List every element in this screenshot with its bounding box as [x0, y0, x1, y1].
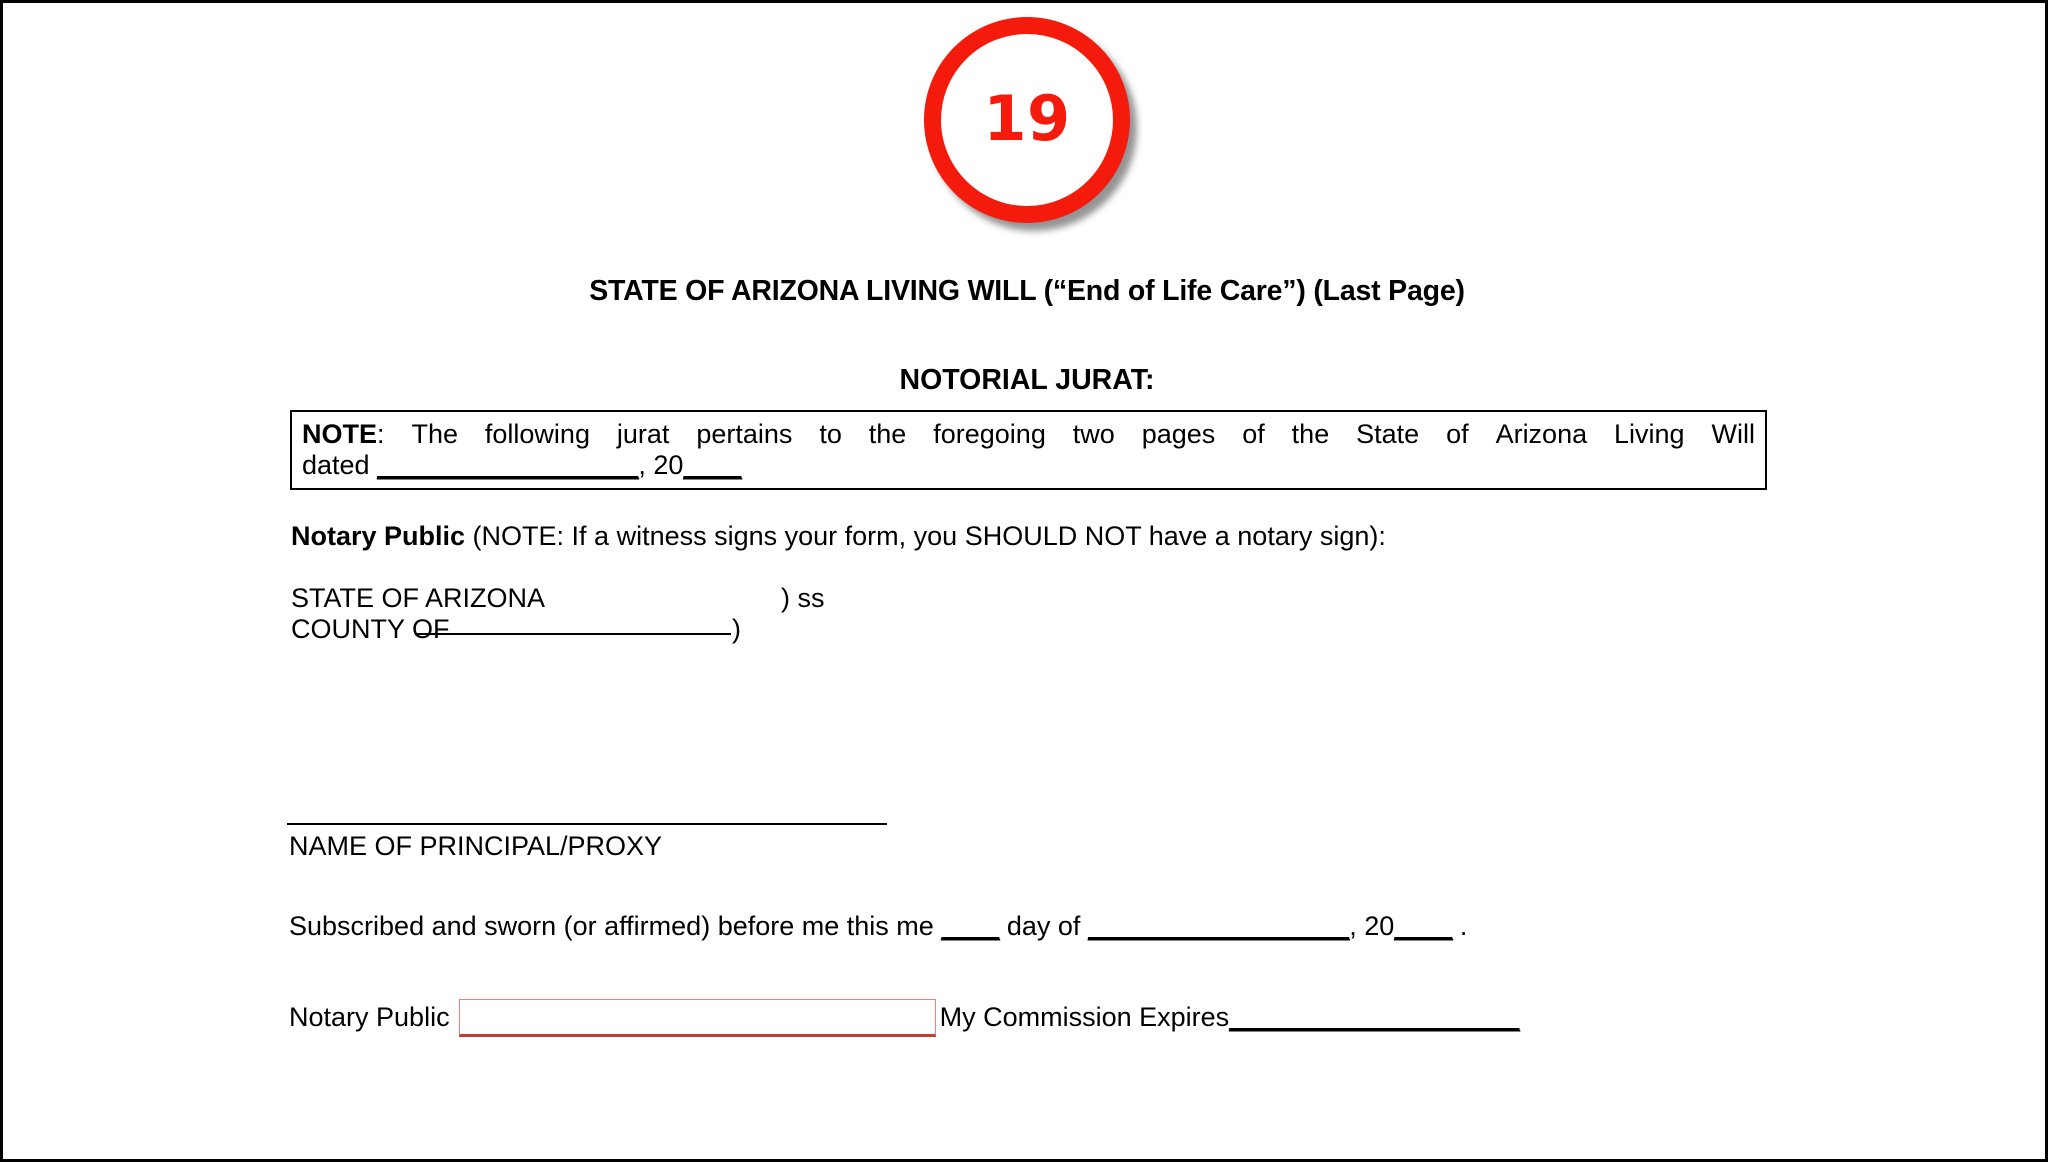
note-word: of — [1242, 419, 1265, 449]
note-label-bold: NOTE — [302, 419, 378, 449]
note-label-suffix: : — [377, 419, 385, 449]
page-number-badge-value: 19 — [983, 82, 1071, 155]
notary-public-input[interactable] — [459, 999, 936, 1037]
venue-county-label: COUNTY OF — [291, 614, 450, 645]
note-dated-mid: , 20 — [638, 450, 684, 481]
notary-public-instruction-bold: Notary Public — [291, 521, 466, 551]
note-word: of — [1446, 419, 1469, 449]
note-word: The — [411, 419, 458, 449]
principal-signature-caption: NAME OF PRINCIPAL/PROXY — [289, 831, 663, 861]
commission-expires-blank[interactable]: ____________________ — [1229, 1001, 1520, 1032]
subscribed-sworn-line — [289, 911, 1467, 942]
sworn-month-blank[interactable]: __________________ — [1087, 911, 1350, 941]
venue-county-blank[interactable] — [416, 632, 731, 635]
note-box — [290, 410, 1767, 490]
note-word: State — [1356, 419, 1420, 449]
notary-signature-row — [289, 998, 1519, 1036]
notary-public-label: Notary Public — [289, 1001, 450, 1032]
sworn-text-part-2: day of — [999, 911, 1088, 941]
note-word: the — [1291, 419, 1330, 449]
venue-state-row — [291, 583, 825, 614]
note-word: two — [1072, 419, 1115, 449]
note-word: following — [484, 419, 590, 449]
venue-block — [291, 583, 825, 646]
principal-signature-line[interactable] — [287, 823, 887, 825]
venue-county-row — [291, 614, 825, 645]
note-dated-label: dated — [302, 450, 378, 481]
note-word: Living — [1614, 419, 1685, 449]
note-word: Arizona — [1495, 419, 1588, 449]
note-word: the — [868, 419, 907, 449]
page-title: STATE OF ARIZONA LIVING WILL (“End of Life Care”) (Last Page) — [589, 275, 1465, 307]
venue-county-paren: ) — [732, 614, 741, 645]
sworn-text-part-3: , 20 — [1349, 911, 1395, 941]
note-label — [302, 419, 385, 449]
note-word: to — [819, 419, 842, 449]
note-dated-year-blank[interactable]: ____ — [683, 450, 742, 481]
notary-public-instruction-rest: (NOTE: If a witness signs your form, you SHOULD NOT have a notary sign): — [465, 521, 1386, 551]
sworn-year-blank[interactable]: ____ — [1394, 911, 1453, 941]
sworn-text-part-1: Subscribed and sworn (or affirmed) before me this me — [289, 911, 942, 941]
note-word: pertains — [696, 419, 793, 449]
sworn-day-blank[interactable]: ____ — [941, 911, 1000, 941]
section-heading-notorial-jurat: NOTORIAL JURAT: — [899, 364, 1155, 396]
note-dated-blank[interactable]: __________________ — [377, 450, 639, 481]
note-word: Will — [1711, 419, 1755, 449]
note-box-line-2 — [302, 450, 1755, 480]
note-word: pages — [1141, 419, 1216, 449]
page-number-badge — [924, 17, 1130, 223]
venue-state-paren: ) ss — [781, 583, 825, 613]
venue-state-label: STATE OF ARIZONA — [291, 583, 546, 613]
page-number-badge-container — [3, 17, 2048, 223]
notary-public-instruction — [291, 521, 1386, 552]
commission-expires-label: My Commission Expires — [939, 1001, 1230, 1032]
sworn-period: . — [1452, 911, 1468, 941]
note-word: foregoing — [933, 419, 1046, 449]
note-word: jurat — [616, 419, 670, 449]
note-box-line-1 — [302, 419, 1755, 449]
